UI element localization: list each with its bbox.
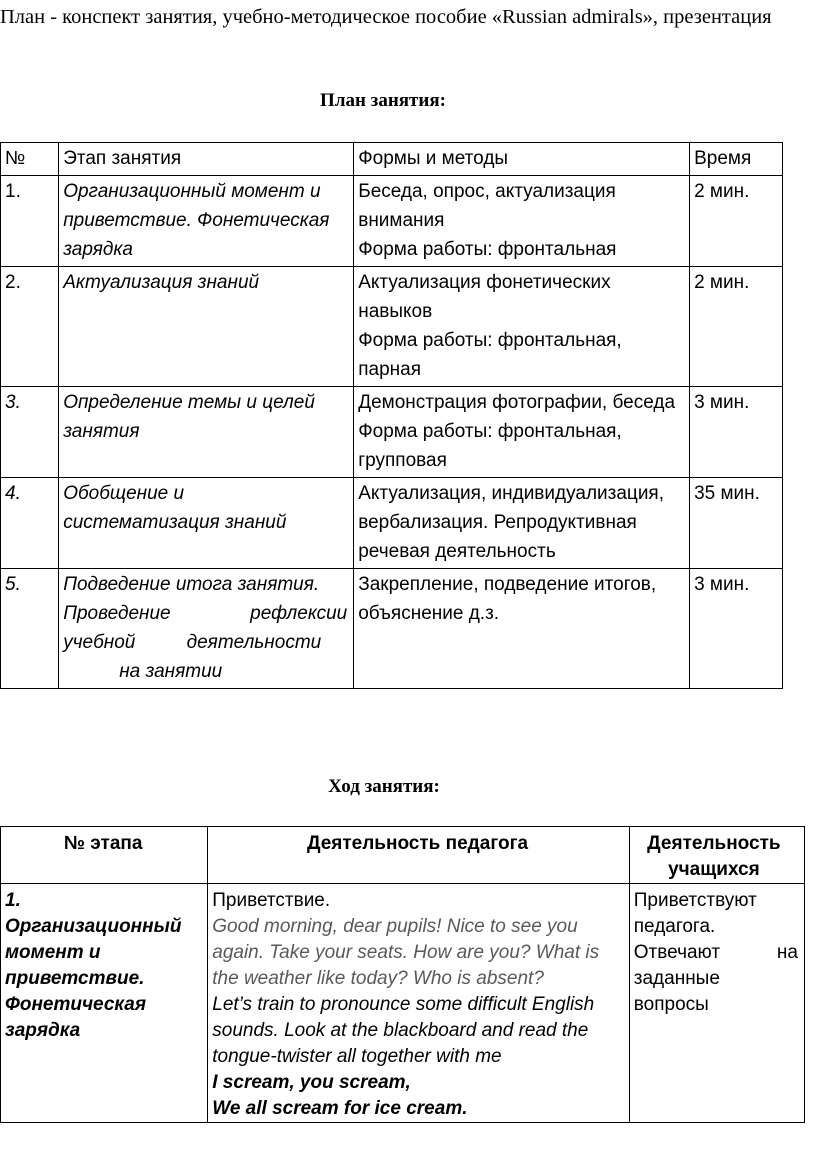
teacher-intro: Приветствие. [212, 890, 331, 911]
stage-line: систематизация знаний [63, 512, 287, 533]
row-time: 3 мин. [690, 569, 783, 689]
plan-table-header-row [1, 143, 783, 176]
stage-number: 1. [5, 890, 21, 911]
document-title: План - конспект занятия, учебно-методическое пособие «Russian admirals», презентация [0, 6, 772, 28]
row-num: 5. [1, 569, 59, 689]
student-activity-cell [629, 884, 804, 1123]
row-forms [354, 267, 690, 387]
row-forms [354, 569, 690, 689]
row-num: 3. [1, 387, 59, 478]
row-time: 2 мин. [690, 267, 783, 387]
header-teacher-activity: Деятельность педагога [208, 827, 630, 884]
forms-line: Закрепление, подведение итогов, объяснение д.з. [358, 574, 657, 624]
table-row [1, 387, 783, 478]
table-row [1, 267, 783, 387]
student-activity-line: Приветствуют педагога. [633, 890, 757, 937]
row-time: 3 мин. [690, 387, 783, 478]
header-time: Время [690, 143, 783, 176]
teacher-activity-cell [208, 884, 630, 1123]
course-heading: Ход занятия: [328, 776, 440, 797]
stage-line: Проведение рефлексии [63, 603, 348, 624]
header-num: № [1, 143, 59, 176]
teacher-speech: Good morning, dear pupils! Nice to see you again. Take your seats. How are you? What is the weather like today? Who is absent? [212, 916, 600, 989]
plan-heading: План занятия: [320, 90, 446, 111]
stage-name: Организационный момент и приветствие. Фонетическая зарядка [5, 916, 182, 1041]
course-table-header-row [1, 827, 805, 884]
table-row [1, 884, 805, 1123]
forms-line: Актуализация фонетических навыков [358, 272, 611, 322]
tongue-twister-line: We all scream for ice cream. [212, 1098, 468, 1119]
row-time: 35 мин. [690, 478, 783, 569]
table-row [1, 478, 783, 569]
row-forms [354, 176, 690, 267]
course-table [0, 826, 805, 1123]
row-forms [354, 478, 690, 569]
forms-line: Форма работы: фронтальная [358, 239, 617, 260]
row-num: 2. [1, 267, 59, 387]
header-forms: Формы и методы [354, 143, 690, 176]
row-stage: Организационный момент и приветствие. Фонетическая зарядка [59, 176, 354, 267]
table-row [1, 176, 783, 267]
row-num: 1. [1, 176, 59, 267]
forms-line: Актуализация, индивидуализация, вербализация. Репродуктивная речевая деятельность [358, 483, 664, 562]
student-activity-line: Отвечают на заданные вопросы [633, 942, 798, 1015]
row-time: 2 мин. [690, 176, 783, 267]
stage-line: Обобщение и [63, 483, 185, 504]
teacher-task: Let’s train to pronounce some difficult English sounds. Look at the blackboard and read the tongue-twister all together with me [212, 994, 595, 1067]
plan-table [0, 142, 783, 689]
stage-line: Подведение итога занятия. [63, 574, 320, 595]
forms-line: Демонстрация фотографии, беседа [358, 392, 676, 413]
header-student-activity: Деятельность учащихся [629, 827, 804, 884]
row-num: 4. [1, 478, 59, 569]
stage-line: учебной деятельности [63, 632, 322, 653]
tongue-twister-line: I scream, you scream, [212, 1072, 411, 1093]
row-forms [354, 387, 690, 478]
forms-line: Форма работы: фронтальная, групповая [358, 421, 622, 471]
stage-line: на занятии [119, 661, 223, 682]
header-stage-number: № этапа [1, 827, 208, 884]
forms-line: Форма работы: фронтальная, парная [358, 330, 622, 380]
row-stage: Определение темы и целей занятия [59, 387, 354, 478]
row-stage [59, 478, 354, 569]
header-stage: Этап занятия [59, 143, 354, 176]
forms-line: Беседа, опрос, актуализация внимания [358, 181, 616, 231]
stage-cell [1, 884, 208, 1123]
table-row [1, 569, 783, 689]
row-stage [59, 569, 354, 689]
row-stage: Актуализация знаний [59, 267, 354, 387]
